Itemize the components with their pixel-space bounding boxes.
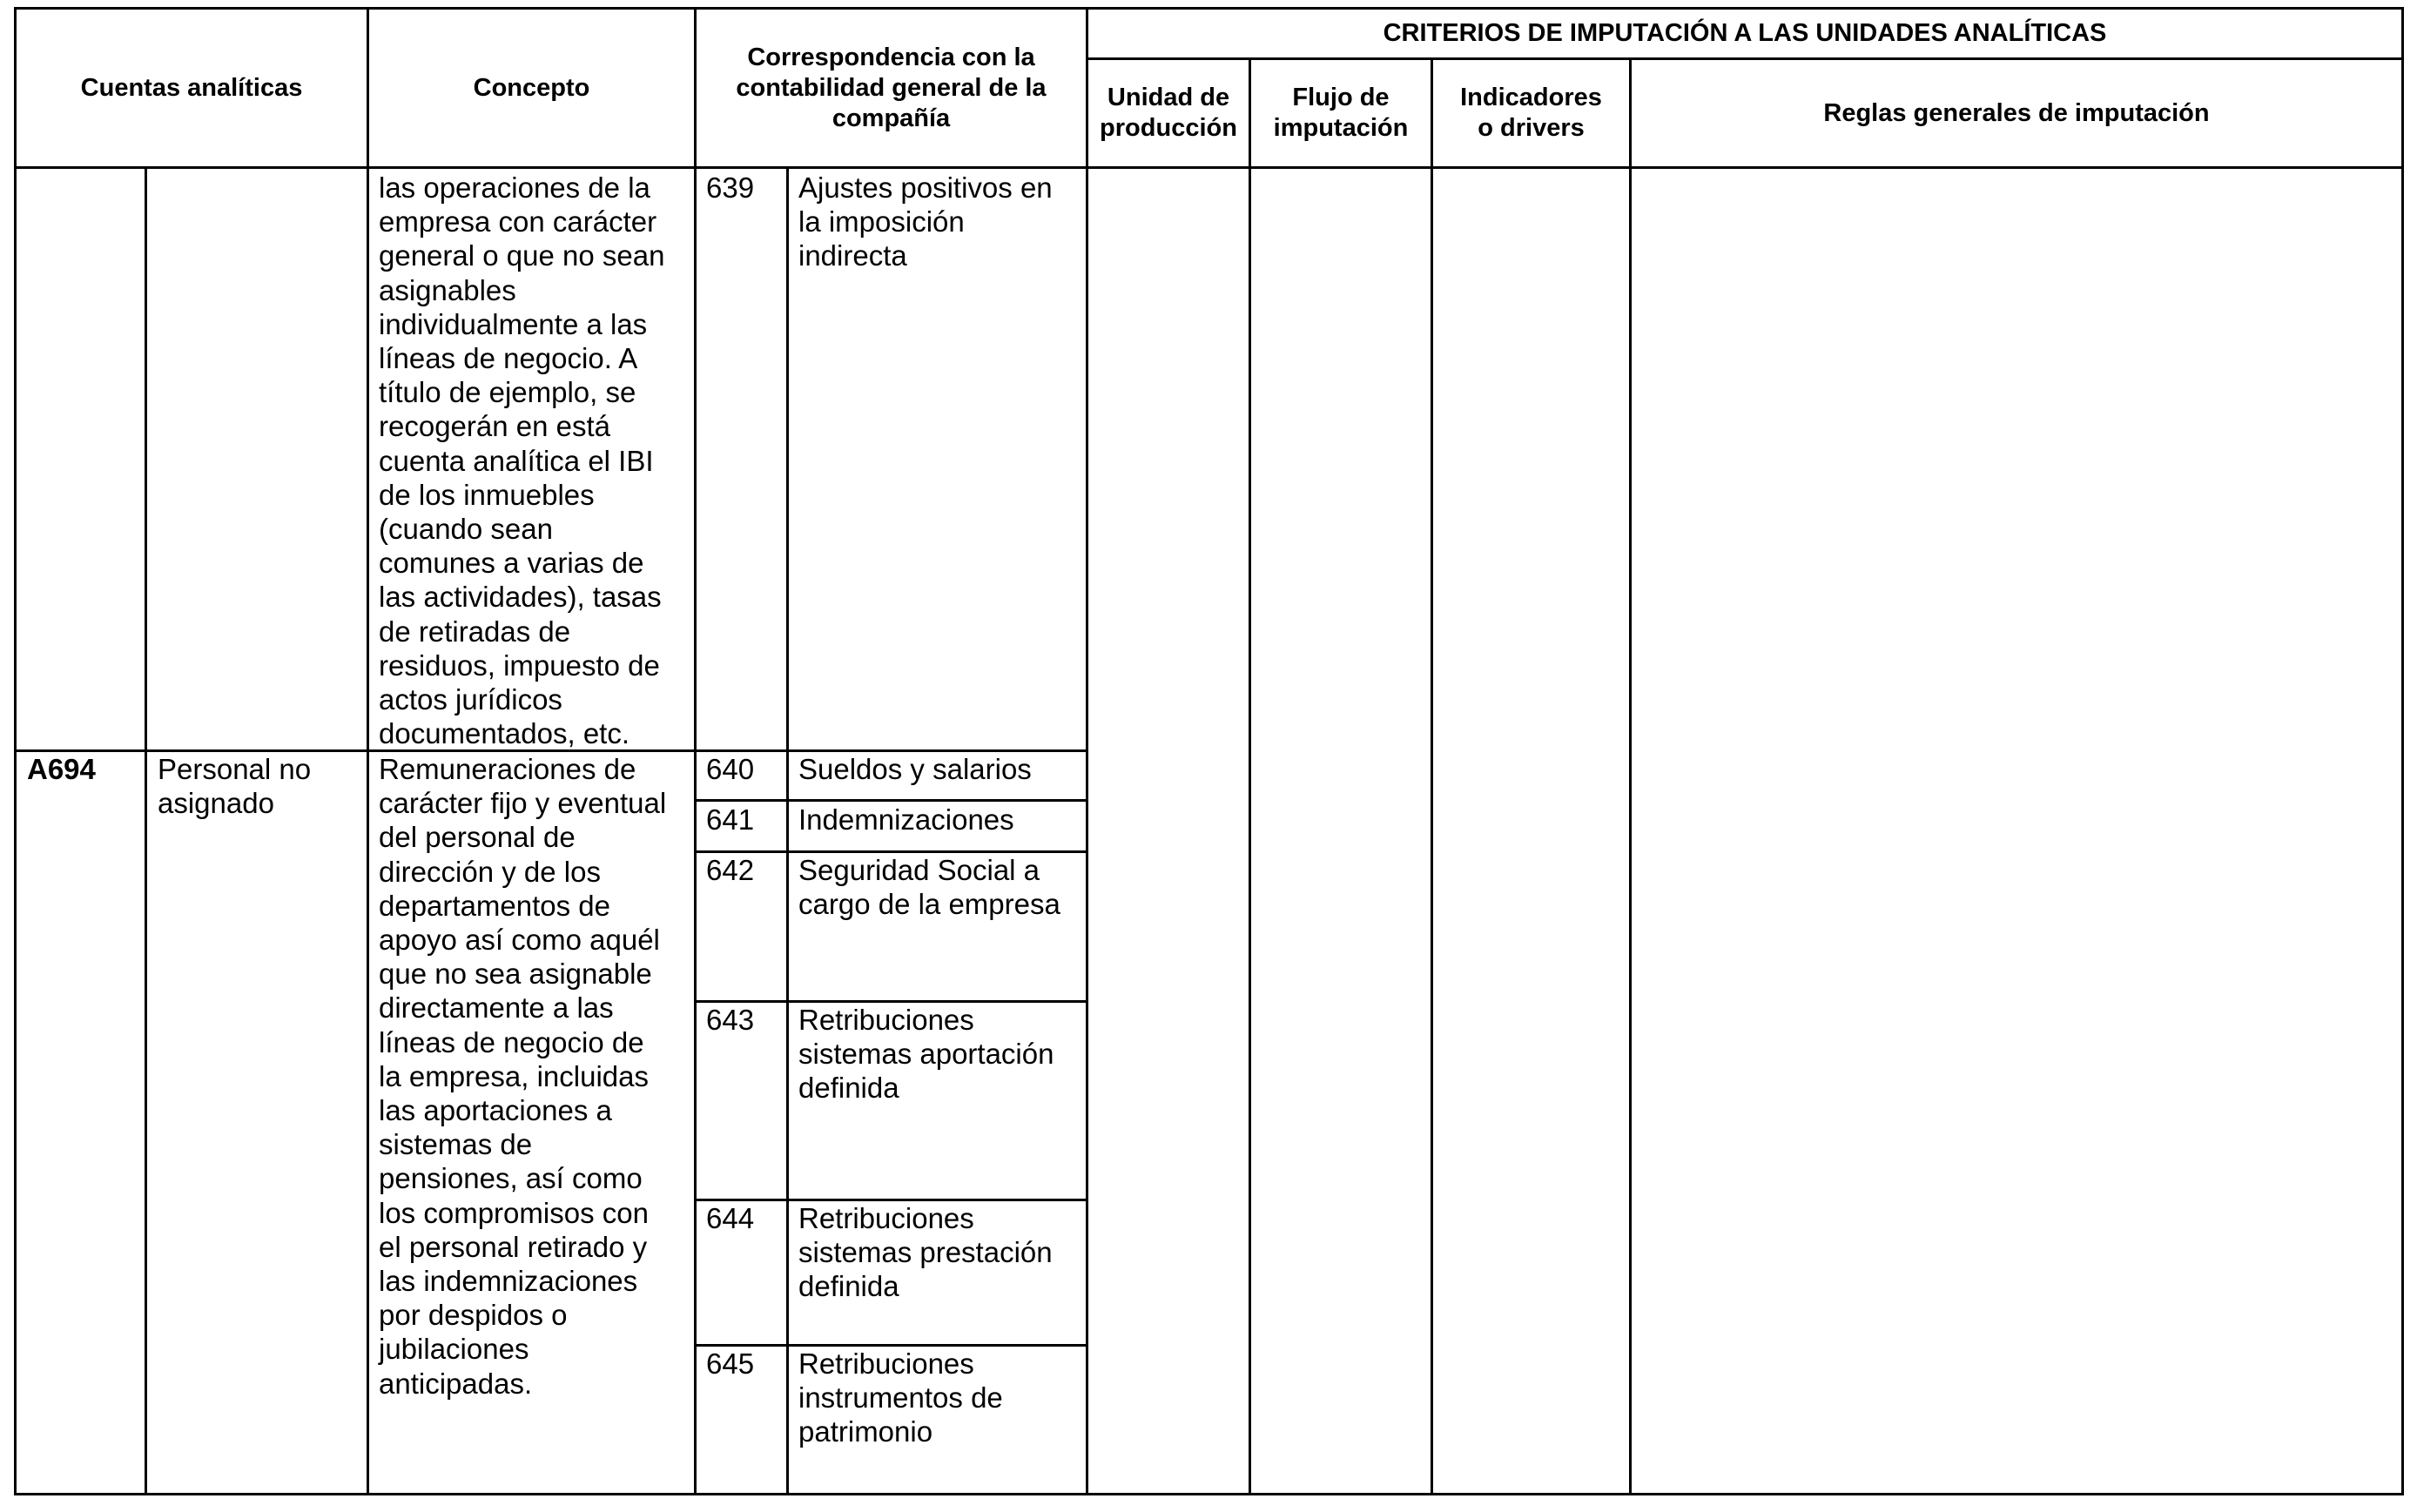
account-code-641: 641 <box>706 803 755 836</box>
account-name-644: Retribuciones sistemas prestación definida <box>798 1202 1053 1303</box>
account-name-643: Retribuciones sistemas aportación definida <box>798 1004 1054 1105</box>
code-name-divider <box>145 166 147 1495</box>
column-divider <box>1431 57 1433 1495</box>
account-name-641: Indemnizaciones <box>798 803 1014 836</box>
account-code-639: 639 <box>706 171 755 204</box>
header-concepto: Concepto <box>473 73 590 102</box>
header-indicadores: Indicadores o drivers <box>1460 84 1602 142</box>
column-divider <box>694 7 697 1495</box>
account-code-divider <box>786 166 789 1495</box>
account-divider <box>694 799 1087 802</box>
column-divider <box>1629 57 1632 1495</box>
header-correspondencia: Correspondencia con la contabilidad general de la compañía <box>736 43 1047 132</box>
account-name-640: Sueldos y salarios <box>798 753 1032 785</box>
account-code-645: 645 <box>706 1347 755 1380</box>
account-code-644: 644 <box>706 1202 755 1234</box>
table-border-right <box>2401 7 2404 1495</box>
column-divider <box>1249 57 1251 1495</box>
header-bottom-line <box>14 166 2404 169</box>
account-name-personal: Personal no asignado <box>158 753 312 820</box>
account-code-642: 642 <box>706 854 755 886</box>
account-code-643: 643 <box>706 1004 755 1036</box>
header-flujo: Flujo de imputación <box>1273 84 1409 142</box>
account-name-642: Seguridad Social a cargo de la empresa <box>798 854 1060 921</box>
row1-concepto: las operaciones de la empresa con carácter general o que no sean asignables individualmente a las líneas de negocio. A título de ejemplo, se recogerán en está cuenta analítica el IBI de los inmuebles (cuando sean comunes a varias de las actividades), tasas de retiradas de residuos, impuesto de actos jurídicos documentados, etc. <box>379 171 665 750</box>
column-divider <box>1086 7 1088 1495</box>
account-name-639: Ajustes positivos en la imposición indirecta <box>798 171 1053 272</box>
account-code-640: 640 <box>706 753 755 785</box>
row2-concepto: Remuneraciones de carácter fijo y eventual del personal de dirección y de los departamentos de apoyo así como aquél que no sea asignable directamente a las líneas de negocio de la empresa, incluidas las aportaciones a sistemas de pensiones, así como los compromisos con el personal retirado y las indemnizaciones por despidos o jubilaciones anticipadas. <box>379 753 667 1400</box>
header-reglas: Reglas generales de imputación <box>1823 98 2210 127</box>
table-border-left <box>14 7 17 1495</box>
account-code-a694: A694 <box>27 753 96 785</box>
table-border-bottom <box>14 1493 2404 1495</box>
header-unidad: Unidad de producción <box>1100 84 1237 142</box>
column-divider <box>367 7 369 1495</box>
header-cuentas-analiticas: Cuentas analíticas <box>80 73 303 102</box>
account-name-645: Retribuciones instrumentos de patrimonio <box>798 1347 1003 1448</box>
header-criterios: CRITERIOS DE IMPUTACIÓN A LAS UNIDADES ANALÍTICAS <box>1383 19 2107 47</box>
